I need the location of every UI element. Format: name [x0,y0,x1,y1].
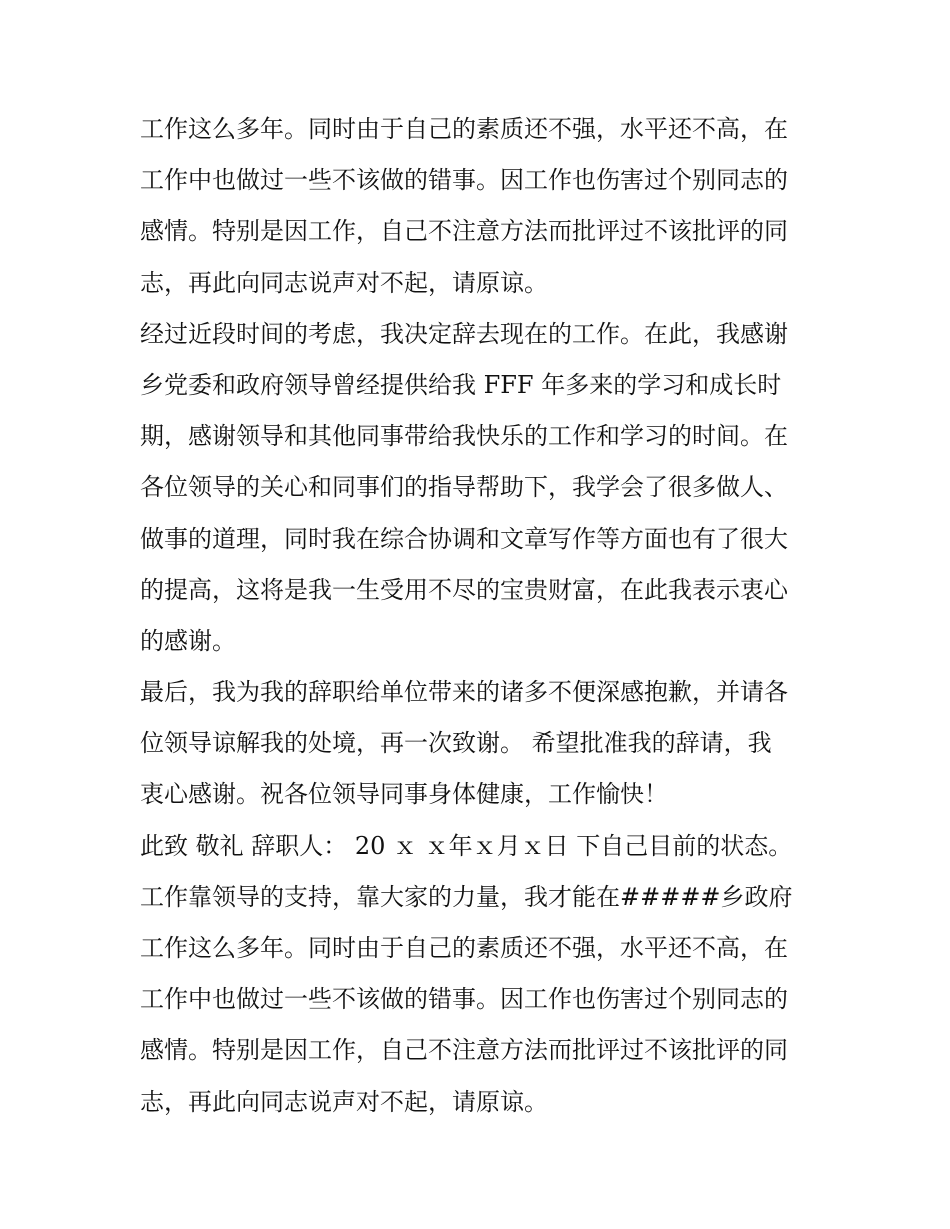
body-line: 各位领导的关心和同事们的指导帮助下，我学会了很多做人、 [140,473,788,502]
body-line: 工作这么多年。同时由于自己的素质还不强，水平还不高，在 [140,934,788,962]
body-line: 的提高，这将是我一生受用不尽的宝贵财富，在此我表示衷心 [140,575,788,604]
body-line: 的感谢。 [140,626,236,655]
body-line: 工作中也做过一些不该做的错事。因工作也伤害过个别同志的 [140,166,788,195]
body-line: 乡党委和政府领导曾经提供给我 FFF 年多来的学习和成长时 [140,370,782,399]
body-line: 此致 敬礼 辞职人： 20 ｘ ｘ年ｘ月ｘ日 下自己目前的状态。 [140,831,793,860]
body-line: 感情。特别是因工作，自己不注意方法而批评过不该批评的同 [140,1036,788,1065]
document-body [140,104,820,1128]
body-line: 感情。特别是因工作，自己不注意方法而批评过不该批评的同 [140,217,788,246]
body-line: 衷心感谢。祝各位领导同事身体健康，工作愉快！ [140,780,668,809]
body-line: 志，再此向同志说声对不起，请原谅。 [140,268,548,297]
body-line: 工作这么多年。同时由于自己的素质还不强，水平还不高，在 [140,115,788,143]
body-line: 工作中也做过一些不该做的错事。因工作也伤害过个别同志的 [140,985,788,1014]
body-line: 工作靠领导的支持，靠大家的力量，我才能在#####乡政府 [140,882,793,911]
body-line: 位领导谅解我的处境，再一次致谢。 希望批准我的辞请，我 [140,729,772,758]
body-line: 做事的道理，同时我在综合协调和文章写作等方面也有了很大 [140,524,788,553]
body-line: 经过近段时间的考虑，我决定辞去现在的工作。在此，我感谢 [140,319,788,348]
body-line: 最后，我为我的辞职给单位带来的诸多不便深感抱歉，并请各 [140,678,788,707]
body-line: 期，感谢领导和其他同事带给我快乐的工作和学习的时间。在 [140,422,788,451]
body-line: 志，再此向同志说声对不起，请原谅。 [140,1087,548,1116]
